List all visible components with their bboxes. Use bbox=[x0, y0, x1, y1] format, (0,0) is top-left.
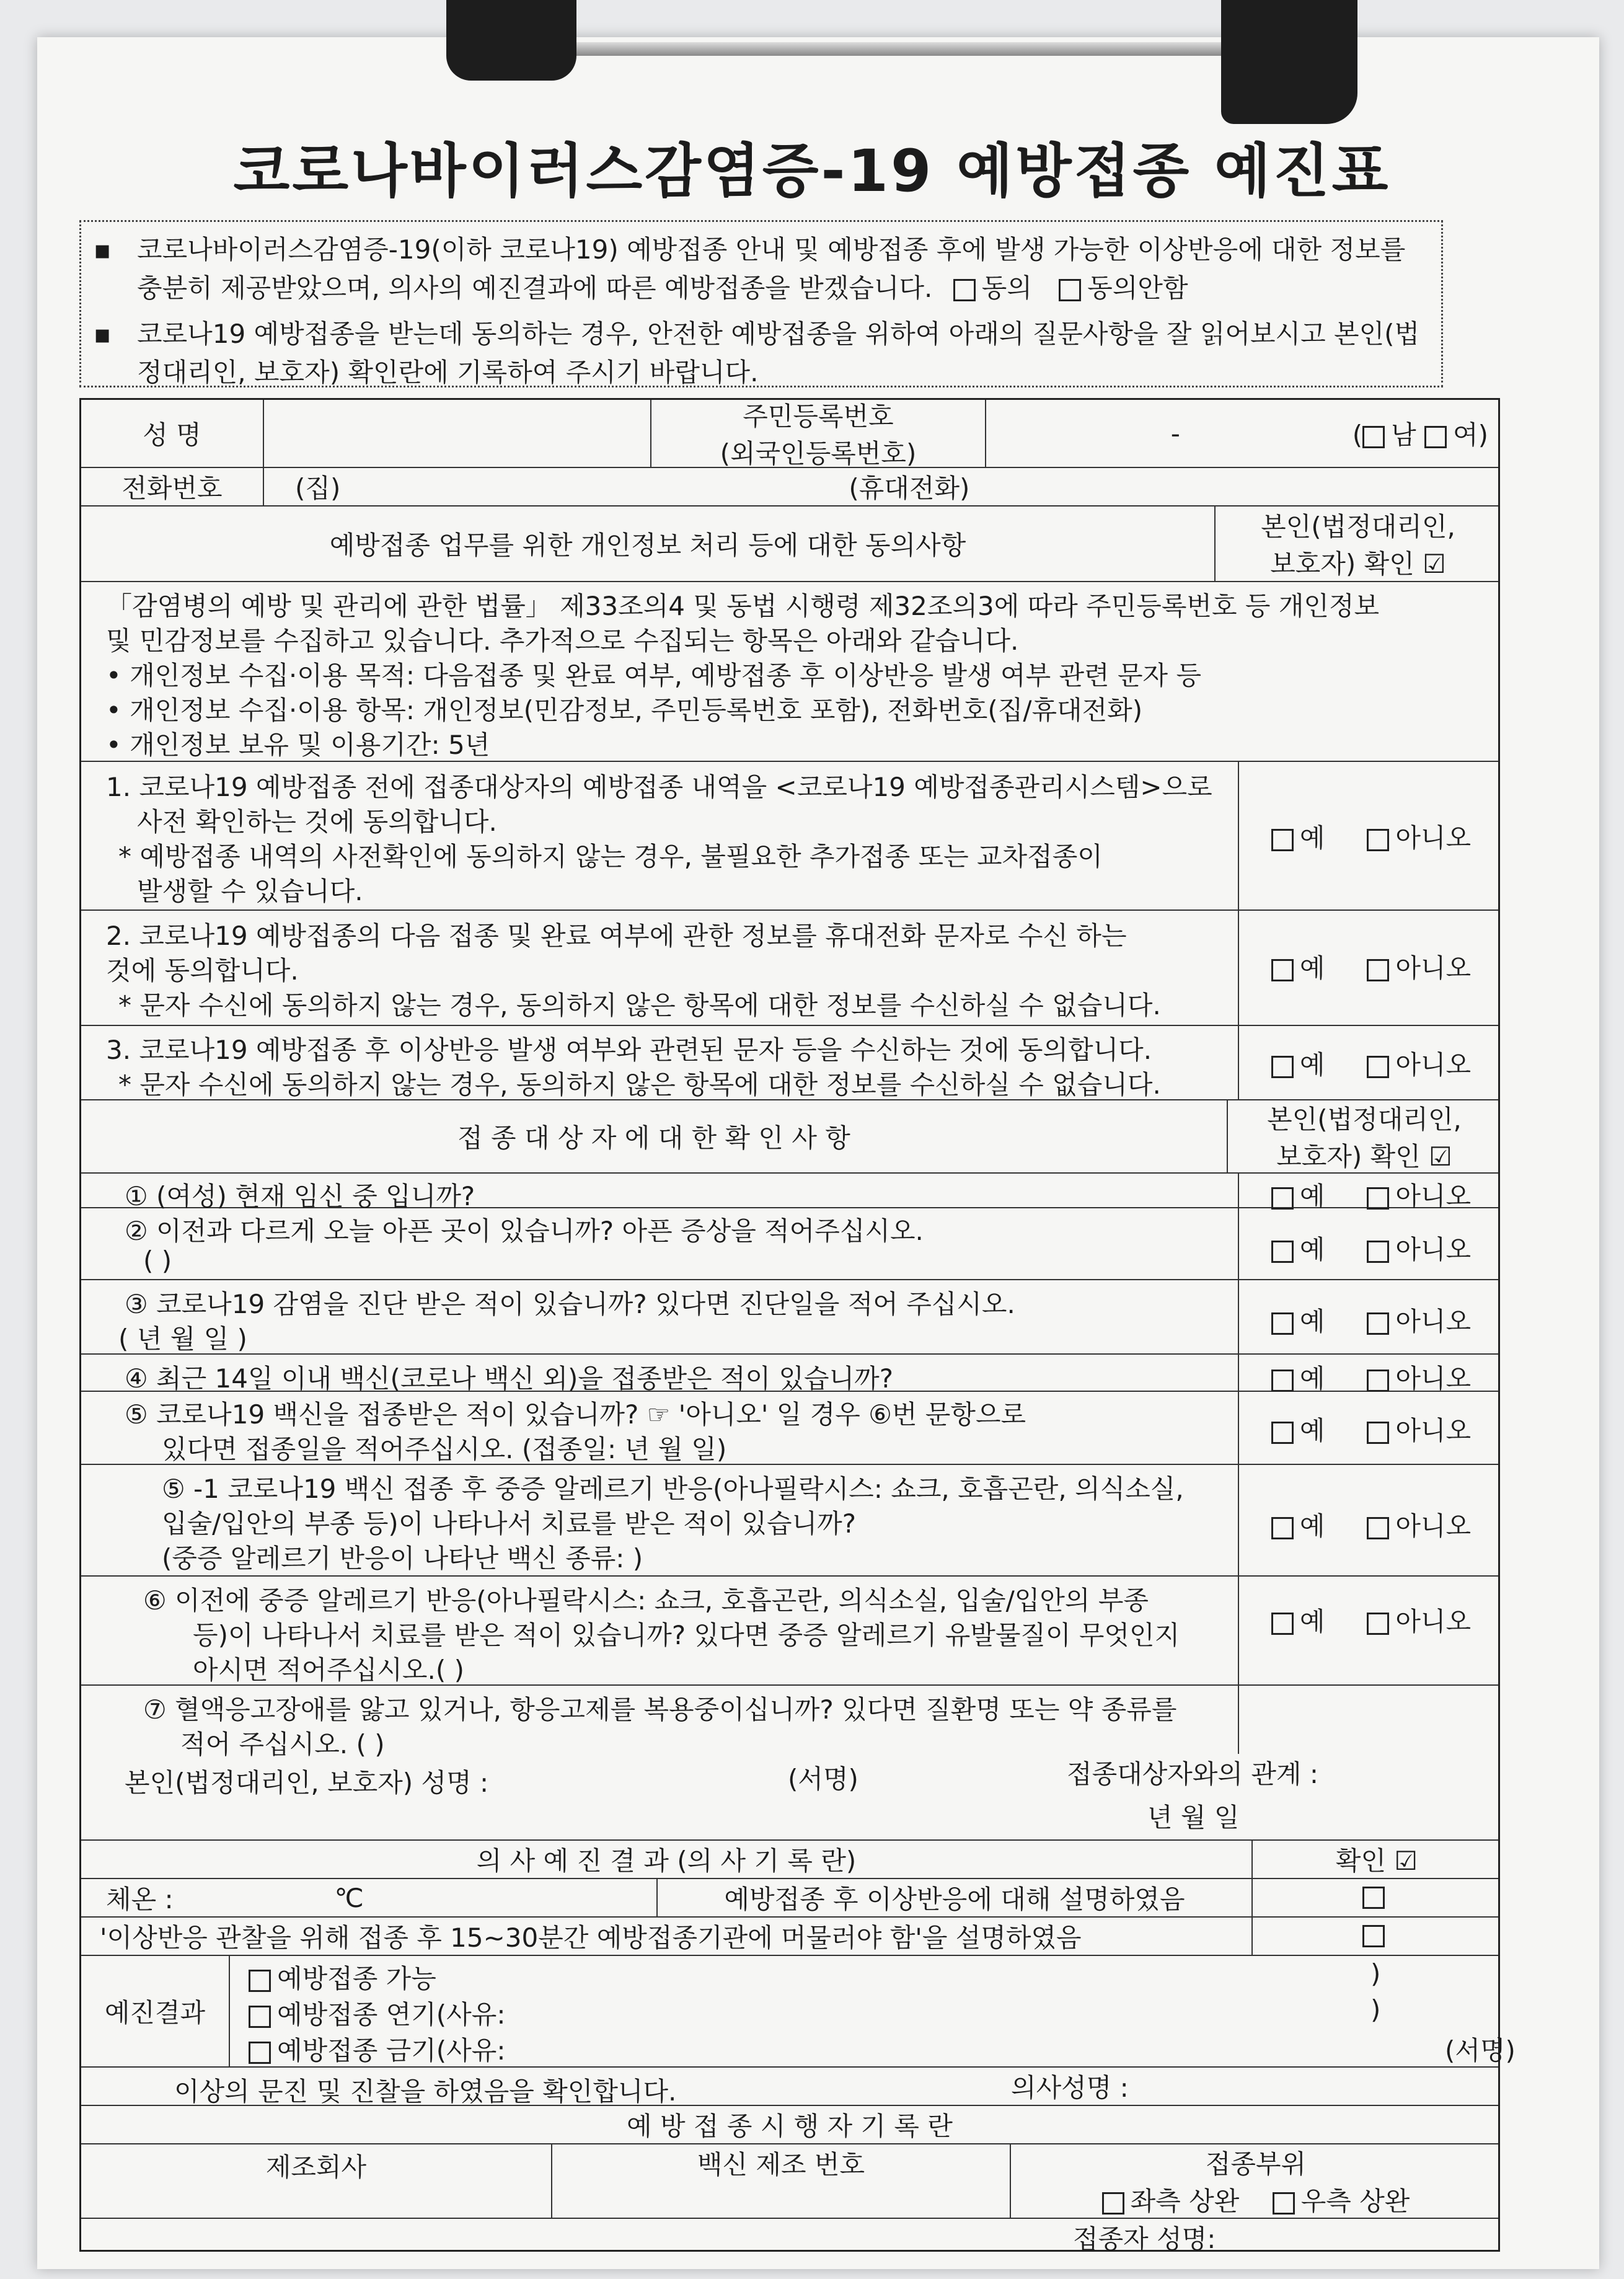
privacy-line: 「감염병의 예방 및 관리에 관한 법률」 제33조의4 및 동법 시행령 제32조의3에 따라 주민등록번호 등 개인정보 bbox=[106, 591, 1380, 621]
no-checkbox[interactable] bbox=[1367, 1312, 1389, 1335]
statement-row bbox=[81, 2068, 1498, 2106]
signature-sign: (서명) bbox=[788, 1764, 858, 1794]
consent-line: 발생할 수 있습니다. bbox=[137, 876, 363, 906]
consent-line: 것에 동의합니다. bbox=[106, 955, 299, 986]
notice-item bbox=[94, 231, 1429, 308]
form-title: 코로나바이러스감염증-19 예방접종 예진표 bbox=[233, 138, 1391, 205]
question-answer bbox=[1238, 1465, 1498, 1575]
question-text: ③ 코로나19 감염을 진단 받은 적이 있습니까? 있다면 진단일을 적어 주십시오. bbox=[125, 1289, 1015, 1319]
left-arm-checkbox[interactable] bbox=[1102, 2192, 1124, 2215]
temp-label: 체온 : bbox=[106, 1884, 174, 1914]
question-text: ( 년 월 일 ) bbox=[118, 1324, 247, 1354]
question-text: 적어 주십시오. ( ) bbox=[180, 1729, 385, 1759]
male-checkbox[interactable] bbox=[1362, 426, 1385, 448]
mobile-phone-label: (휴대전화) bbox=[849, 473, 970, 503]
clip-rod bbox=[564, 42, 1233, 56]
clip-left-clamp bbox=[446, 0, 576, 81]
temp-field[interactable] bbox=[81, 1879, 658, 1916]
yes-label: 예 bbox=[1299, 823, 1325, 853]
yes-checkbox[interactable] bbox=[1271, 1187, 1294, 1210]
question-text: 있다면 접종일을 적어주십시오. (접종일: 년 월 일) bbox=[162, 1434, 727, 1464]
disagree-checkbox[interactable] bbox=[1059, 279, 1081, 301]
temp-unit: ℃ bbox=[334, 1882, 364, 1913]
result-option bbox=[249, 2030, 505, 2068]
notice-text: 코로나19 예방접종을 받는데 동의하는 경우, 안전한 예방접종을 위하여 아래의 질문사항을 잘 읽어보시고 본인(법정대리인, 보호자) 확인란에 기록하여 주시기 바랍니다. bbox=[137, 319, 1420, 387]
home-phone-label: (집) bbox=[295, 473, 341, 503]
result-option bbox=[249, 1994, 505, 2032]
notice-item bbox=[94, 315, 1429, 392]
question-text: ⑦ 혈액응고장애를 앓고 있거나, 항응고제를 복용중이십니까? 있다면 질환명 또는 약 종류를 bbox=[143, 1694, 1177, 1725]
sex-select: ( 남 여) bbox=[1352, 420, 1488, 450]
question-answer bbox=[1238, 1208, 1498, 1279]
question-text: ⑤ 코로나19 백신을 접종받은 적이 있습니까? ☞ '아니오' 일 경우 ⑥번 문항으로 bbox=[125, 1399, 1026, 1430]
result-checkbox[interactable] bbox=[249, 2006, 271, 2028]
doctor-heading-row bbox=[81, 1841, 1498, 1879]
admin-row bbox=[81, 2144, 1498, 2219]
doctor-sign: (서명) bbox=[1445, 2035, 1516, 2066]
no-checkbox[interactable] bbox=[1367, 959, 1389, 981]
check-confirm-line1: 본인(법정대리인, bbox=[1267, 1104, 1462, 1135]
consent-answer bbox=[1238, 911, 1498, 1025]
agree-checkbox[interactable] bbox=[953, 279, 976, 301]
yes-label: 예 bbox=[1299, 1511, 1325, 1541]
right-arm-label: 우측 상완 bbox=[1300, 2186, 1410, 2216]
privacy-confirm-line1: 본인(법정대리인, bbox=[1261, 511, 1455, 542]
privacy-heading: 예방접종 업무를 위한 개인정보 처리 등에 대한 동의사항 bbox=[81, 507, 1216, 581]
yes-checkbox[interactable] bbox=[1271, 829, 1294, 851]
close-paren: ) bbox=[1370, 1958, 1381, 1989]
question-text: 입술/입안의 부종 등)이 나타나서 치료를 받은 적이 있습니까? bbox=[162, 1508, 857, 1539]
bullet-icon: ▪ bbox=[94, 234, 112, 265]
yes-label: 예 bbox=[1299, 953, 1325, 983]
yes-label: 예 bbox=[1299, 1606, 1325, 1637]
explain1-checkbox[interactable] bbox=[1362, 1887, 1385, 1909]
question-answer bbox=[1238, 1355, 1498, 1394]
no-checkbox[interactable] bbox=[1367, 1187, 1389, 1210]
question-text: ( ) bbox=[143, 1246, 172, 1276]
yes-checkbox[interactable] bbox=[1271, 1370, 1294, 1392]
rrn-label-main: 주민등록번호 bbox=[743, 401, 894, 431]
check-confirm-line2: 보호자) 확인 ☑ bbox=[1276, 1141, 1452, 1172]
no-label: 아니오 bbox=[1395, 1050, 1472, 1080]
yes-label: 예 bbox=[1299, 1234, 1325, 1265]
question-row bbox=[81, 1280, 1498, 1355]
no-label: 아니오 bbox=[1395, 1606, 1472, 1637]
question-answer bbox=[1238, 1174, 1498, 1211]
question-answer bbox=[1238, 1577, 1498, 1684]
yes-label: 예 bbox=[1299, 1050, 1325, 1080]
form-table bbox=[79, 398, 1516, 2254]
no-checkbox[interactable] bbox=[1367, 1517, 1389, 1539]
question-row bbox=[81, 1577, 1498, 1686]
female-label: 여 bbox=[1453, 420, 1478, 450]
agree-label: 동의 bbox=[981, 273, 1032, 303]
result-row bbox=[81, 1956, 1516, 2068]
result-option-label: 예방접종 가능 bbox=[277, 1963, 436, 1994]
q7-answer bbox=[1238, 1686, 1498, 1754]
no-checkbox[interactable] bbox=[1367, 1422, 1389, 1444]
yes-label: 예 bbox=[1299, 1363, 1325, 1394]
doctor-confirm: 확인 ☑ bbox=[1335, 1846, 1418, 1876]
consent-line: 2. 코로나19 예방접종의 다음 접종 및 완료 여부에 관한 정보를 휴대전화 문자로 수신 하는 bbox=[106, 921, 1127, 951]
privacy-line: • 개인정보 보유 및 이용기간: 5년 bbox=[106, 730, 490, 760]
rrn-dash: - bbox=[1170, 418, 1180, 449]
consent-line: * 문자 수신에 동의하지 않는 경우, 동의하지 않은 항목에 대한 정보를 수신하실 수 없습니다. bbox=[118, 1069, 1161, 1100]
privacy-line: 및 민감정보를 수집하고 있습니다. 추가적으로 수집되는 항목은 아래와 같습니다. bbox=[106, 626, 1019, 656]
female-checkbox[interactable] bbox=[1424, 426, 1447, 448]
yes-checkbox[interactable] bbox=[1271, 1312, 1294, 1335]
no-label: 아니오 bbox=[1395, 1415, 1472, 1446]
no-checkbox[interactable] bbox=[1367, 1241, 1389, 1263]
privacy-confirm-line2: 보호자) 확인 ☑ bbox=[1270, 549, 1446, 579]
yes-label: 예 bbox=[1299, 1306, 1325, 1337]
no-label: 아니오 bbox=[1395, 1234, 1472, 1265]
phone-label: 전화번호 bbox=[81, 468, 264, 505]
question-row bbox=[81, 1208, 1498, 1280]
consent-answer bbox=[1238, 1026, 1498, 1099]
consent-row bbox=[81, 911, 1498, 1026]
privacy-line: • 개인정보 수집·이용 항목: 개인정보(민감정보, 주민등록번호 포함), 전화번호(집/휴대전화) bbox=[106, 695, 1143, 725]
rrn-label bbox=[651, 400, 986, 467]
name-row bbox=[81, 400, 1498, 468]
explain2-row bbox=[81, 1918, 1498, 1956]
no-label: 아니오 bbox=[1395, 953, 1472, 983]
no-checkbox[interactable] bbox=[1367, 1056, 1389, 1078]
no-label: 아니오 bbox=[1395, 823, 1472, 853]
consent-line: 사전 확인하는 것에 동의합니다. bbox=[137, 807, 497, 837]
signature-date: 년 월 일 bbox=[1147, 1802, 1240, 1833]
phone-row bbox=[81, 468, 1498, 507]
yes-checkbox[interactable] bbox=[1271, 959, 1294, 981]
site-label: 접종부위 bbox=[1205, 2149, 1307, 2179]
doctor-name-label: 의사성명 : bbox=[1011, 2073, 1129, 2103]
question-row bbox=[81, 1465, 1498, 1577]
consent-line: 1. 코로나19 예방접종 전에 접종대상자의 예방접종 내역을 <코로나19 예방접종관리시스템>으로 bbox=[106, 772, 1212, 802]
no-checkbox[interactable] bbox=[1367, 1613, 1389, 1635]
statement: 이상의 문진 및 진찰을 하였음을 확인합니다. bbox=[174, 2076, 677, 2107]
explain2: '이상반응 관찰을 위해 접종 후 15~30분간 예방접종기관에 머물러야 함'을 설명하였음 bbox=[81, 1918, 1253, 1955]
male-label: 남 bbox=[1391, 420, 1416, 450]
left-arm-label: 좌측 상완 bbox=[1130, 2186, 1240, 2216]
clipboard-clip bbox=[446, 0, 1357, 124]
consent-row bbox=[81, 1026, 1498, 1100]
yes-checkbox[interactable] bbox=[1271, 1613, 1294, 1635]
signature-label: 본인(법정대리인, 보호자) 성명 : bbox=[125, 1768, 489, 1798]
name-label: 성 명 bbox=[81, 400, 264, 467]
question-text: ⑥ 이전에 중증 알레르기 반응(아나필락시스: 쇼크, 호흡곤란, 의식소실, 입술/입안의 부종 bbox=[143, 1585, 1149, 1616]
name-field[interactable] bbox=[264, 400, 651, 467]
question-row bbox=[81, 1392, 1498, 1465]
question-text: (중증 알레르기 반응이 나타난 백신 종류: ) bbox=[162, 1543, 643, 1573]
clip-right-clamp bbox=[1221, 0, 1357, 124]
rrn-field[interactable] bbox=[986, 400, 1501, 467]
question-text: 등)이 나타나서 치료를 받은 적이 있습니까? 있다면 중증 알레르기 유발물질이 무엇인지 bbox=[193, 1620, 1180, 1650]
doctor-heading: 의 사 예 진 결 과 (의 사 기 록 란) bbox=[81, 1841, 1253, 1878]
no-checkbox[interactable] bbox=[1367, 829, 1389, 851]
no-label: 아니오 bbox=[1395, 1363, 1472, 1394]
result-checkbox[interactable] bbox=[249, 2042, 271, 2064]
notice-text: 코로나바이러스감염증-19(이하 코로나19) 예방접종 안내 및 예방접종 후에 발생 가능한 이상반응에 대한 정보를 충분히 제공받았으며, 의사의 예진결과에 따른 예방접종을 받겠습니다. bbox=[137, 234, 1406, 303]
close-paren: ) bbox=[1370, 1994, 1381, 2025]
yes-checkbox[interactable] bbox=[1271, 1241, 1294, 1263]
consent-answer bbox=[1238, 762, 1498, 909]
admin-heading-row bbox=[81, 2106, 1498, 2144]
admin-heading: 예 방 접 종 시 행 자 기 록 란 bbox=[627, 2111, 953, 2141]
explain1-checkbox-cell bbox=[1253, 1879, 1501, 1916]
yes-checkbox[interactable] bbox=[1271, 1056, 1294, 1078]
question-row bbox=[81, 1355, 1498, 1392]
administrator-label: 접종자 성명: bbox=[1073, 2224, 1216, 2254]
yes-label: 예 bbox=[1299, 1181, 1325, 1211]
check-heading-row bbox=[81, 1100, 1498, 1174]
administrator-row bbox=[81, 2219, 1498, 2254]
site-options bbox=[1102, 2181, 1410, 2218]
question-answer bbox=[1238, 1280, 1498, 1353]
consent-line: * 문자 수신에 동의하지 않는 경우, 동의하지 않은 항목에 대한 정보를 수신하실 수 없습니다. bbox=[118, 990, 1161, 1020]
bullet-icon: ▪ bbox=[94, 319, 112, 349]
relation-label: 접종대상자와의 관계 : bbox=[1067, 1759, 1319, 1789]
result-option bbox=[249, 1958, 436, 1996]
yes-checkbox[interactable] bbox=[1271, 1422, 1294, 1444]
explain1: 예방접종 후 이상반응에 대해 설명하였음 bbox=[658, 1879, 1253, 1916]
yes-label: 예 bbox=[1299, 1415, 1325, 1446]
check-confirm bbox=[1228, 1100, 1501, 1172]
temp-row bbox=[81, 1879, 1498, 1918]
question-text: ④ 최근 14일 이내 백신(코로나 백신 외)을 접종받은 적이 있습니까? bbox=[125, 1363, 894, 1394]
disagree-label: 동의안함 bbox=[1087, 273, 1188, 303]
result-checkbox[interactable] bbox=[249, 1970, 271, 1992]
privacy-line: • 개인정보 수집·이용 목적: 다음접종 및 완료 여부, 예방접종 후 이상반응 발생 여부 관련 문자 등 bbox=[106, 660, 1202, 691]
question-text: ② 이전과 다르게 오늘 아픈 곳이 있습니까? 아픈 증상을 적어주십시오. bbox=[125, 1216, 924, 1246]
no-label: 아니오 bbox=[1395, 1511, 1472, 1541]
phone-field[interactable] bbox=[264, 468, 1501, 505]
rrn-label-sub: (외국인등록번호) bbox=[720, 438, 917, 469]
question-answer bbox=[1238, 1392, 1498, 1464]
privacy-text-row bbox=[81, 582, 1498, 762]
yes-checkbox[interactable] bbox=[1271, 1517, 1294, 1539]
check-heading: 접 종 대 상 자 에 대 한 확 인 사 항 bbox=[81, 1100, 1228, 1172]
manufacturer-label: 제조회사 bbox=[81, 2144, 552, 2218]
result-label: 예진결과 bbox=[81, 1956, 230, 2066]
consent-line: * 예방접종 내역의 사전확인에 동의하지 않는 경우, 불필요한 추가접종 또는 교차접종이 bbox=[118, 841, 1103, 872]
privacy-confirm bbox=[1216, 507, 1501, 581]
no-checkbox[interactable] bbox=[1367, 1370, 1389, 1392]
result-option-label: 예방접종 금기(사유: bbox=[277, 2035, 506, 2066]
right-arm-checkbox[interactable] bbox=[1273, 2192, 1295, 2215]
lot-label: 백신 제조 번호 bbox=[552, 2144, 1011, 2218]
question-text: ① (여성) 현재 임신 중 입니까? bbox=[125, 1181, 475, 1211]
explain2-checkbox[interactable] bbox=[1362, 1925, 1385, 1947]
notice-box bbox=[79, 220, 1443, 387]
no-label: 아니오 bbox=[1395, 1306, 1472, 1337]
question-text: 아시면 적어주십시오.( ) bbox=[193, 1655, 464, 1685]
consent-row bbox=[81, 762, 1498, 911]
privacy-heading-row bbox=[81, 507, 1498, 582]
consent-line: 3. 코로나19 예방접종 후 이상반응 발생 여부와 관련된 문자 등을 수신하는 것에 동의합니다. bbox=[106, 1035, 1152, 1065]
question-text: ⑤ -1 코로나19 백신 접종 후 중증 알레르기 반응(아나필락시스: 쇼크, 호흡곤란, 의식소실, bbox=[162, 1474, 1184, 1504]
no-label: 아니오 bbox=[1395, 1181, 1472, 1211]
explain2-checkbox-cell bbox=[1253, 1918, 1501, 1955]
site-cell bbox=[1011, 2144, 1501, 2218]
question-row bbox=[81, 1686, 1498, 1841]
result-option-label: 예방접종 연기(사유: bbox=[277, 1999, 506, 2030]
question-row bbox=[81, 1174, 1498, 1211]
